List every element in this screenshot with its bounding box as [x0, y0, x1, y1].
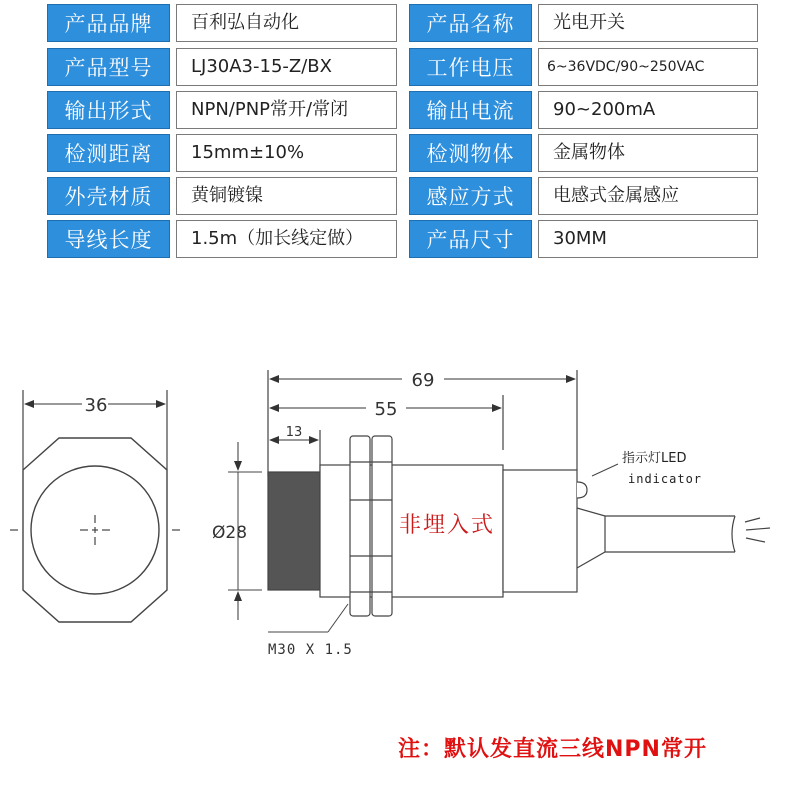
spec-row-output-type [47, 91, 397, 129]
spec-label: 输出形式 [47, 91, 170, 129]
spec-table [0, 0, 800, 270]
spec-label: 导线长度 [47, 220, 170, 258]
body-label: 非埋入式 [398, 513, 496, 538]
sensing-face [268, 472, 320, 590]
spec-value: 30MM [538, 220, 758, 258]
spec-label: 外壳材质 [47, 177, 170, 215]
dim-total-length-text: 69 [411, 370, 435, 391]
dim-hex-width [25, 395, 165, 416]
dim-hex-width-text: 36 [84, 395, 108, 416]
spec-value: 光电开关 [538, 4, 758, 42]
spec-label: 输出电流 [409, 91, 532, 129]
spec-value: LJ30A3-15-Z/BX [176, 48, 397, 86]
spec-row-sensing-type [409, 177, 758, 215]
spec-value: 黄铜镀镍 [176, 177, 397, 215]
led-label-cn: 指示灯LED [622, 451, 687, 466]
spec-row-voltage [409, 48, 758, 86]
spec-value: 百利弘自动化 [176, 4, 397, 42]
nut-1 [350, 436, 370, 616]
thread-spec-callout [268, 604, 353, 658]
dim-thread-length [270, 399, 501, 420]
spec-row-object [409, 134, 758, 172]
spec-label: 工作电压 [409, 48, 532, 86]
spec-label: 产品名称 [409, 4, 532, 42]
spec-value: 电感式金属感应 [538, 177, 758, 215]
dim-face-length [270, 425, 318, 440]
technical-drawing [0, 280, 800, 700]
spec-row-model [47, 48, 397, 86]
spec-label: 产品尺寸 [409, 220, 532, 258]
spec-label: 产品型号 [47, 48, 170, 86]
spec-label: 产品品牌 [47, 4, 170, 42]
spec-row-size [409, 220, 758, 258]
dim-thread-length-text: 55 [374, 399, 398, 420]
spec-value: 金属物体 [538, 134, 758, 172]
hex-front-view [10, 390, 180, 622]
spec-row-brand [47, 4, 397, 42]
default-config-note: 注：默认发直流三线NPN常开 [398, 737, 707, 762]
spec-row-name [409, 4, 758, 42]
side-view [268, 370, 770, 616]
dim-diameter-text: Ø28 [212, 523, 248, 543]
nut-2 [372, 436, 392, 616]
spec-row-current [409, 91, 758, 129]
dim-total-length [270, 370, 575, 391]
spec-row-material [47, 177, 397, 215]
dim-diameter [212, 442, 262, 620]
spec-label: 检测距离 [47, 134, 170, 172]
cable [577, 508, 735, 568]
dim-face-length-text: 13 [285, 425, 303, 440]
spec-value: 6~36VDC/90~250VAC [538, 48, 758, 86]
rear-body [503, 470, 577, 592]
spec-value: NPN/PNP常开/常闭 [176, 91, 397, 129]
thread-spec-text: M30 X 1.5 [268, 642, 353, 658]
led-indicator [577, 482, 587, 498]
spec-value: 15mm±10% [176, 134, 397, 172]
led-callout [592, 450, 702, 486]
led-label-en: indicator [628, 472, 703, 486]
spec-value: 90~200mA [538, 91, 758, 129]
spec-label: 检测物体 [409, 134, 532, 172]
spec-row-cable [47, 220, 397, 258]
spec-value: 1.5m（加长线定做） [176, 220, 397, 258]
spec-row-distance [47, 134, 397, 172]
spec-label: 感应方式 [409, 177, 532, 215]
